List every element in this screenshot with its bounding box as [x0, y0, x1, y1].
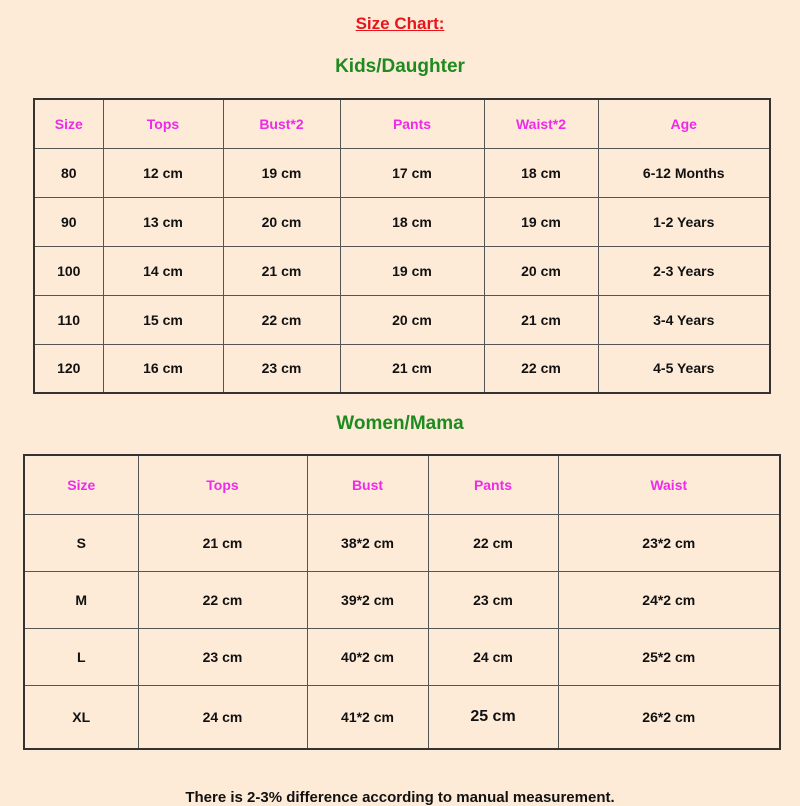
table-cell: 110 [34, 295, 103, 344]
table-cell: 21 cm [484, 295, 598, 344]
column-header: Size [24, 455, 138, 514]
table-cell: 25*2 cm [558, 628, 780, 685]
table-cell: 22 cm [138, 571, 307, 628]
measurement-note: There is 2-3% difference according to manual measurement. [185, 789, 615, 806]
table-cell: 20 cm [223, 197, 340, 246]
table-row [34, 246, 770, 295]
table-cell: 20 cm [340, 295, 484, 344]
women-section-title: Women/Mama [336, 413, 464, 434]
table-cell: 17 cm [340, 148, 484, 197]
table-cell: 20 cm [484, 246, 598, 295]
table-header-row [24, 455, 780, 514]
table-cell: 41*2 cm [307, 685, 428, 749]
table-cell: 38*2 cm [307, 514, 428, 571]
table-cell: 13 cm [103, 197, 223, 246]
table-cell: 2-3 Years [598, 246, 770, 295]
table-cell: 23 cm [138, 628, 307, 685]
table-cell: 19 cm [484, 197, 598, 246]
column-header: Age [598, 99, 770, 148]
table-cell: 3-4 Years [598, 295, 770, 344]
table-row [34, 148, 770, 197]
table-row [24, 628, 780, 685]
table-cell: 24*2 cm [558, 571, 780, 628]
table-row [24, 685, 780, 749]
column-header: Tops [138, 455, 307, 514]
column-header: Waist*2 [484, 99, 598, 148]
table-cell: 22 cm [484, 344, 598, 393]
table-header-row [34, 99, 770, 148]
table-cell: 100 [34, 246, 103, 295]
column-header: Size [34, 99, 103, 148]
column-header: Pants [340, 99, 484, 148]
table-cell: 90 [34, 197, 103, 246]
table-row [24, 514, 780, 571]
table-cell: L [24, 628, 138, 685]
table-cell: 21 cm [340, 344, 484, 393]
column-header: Pants [428, 455, 558, 514]
women-size-table [23, 454, 781, 750]
column-header: Tops [103, 99, 223, 148]
table-cell: 1-2 Years [598, 197, 770, 246]
table-cell: 16 cm [103, 344, 223, 393]
table-cell: 12 cm [103, 148, 223, 197]
table-cell: 23*2 cm [558, 514, 780, 571]
column-header: Bust*2 [223, 99, 340, 148]
table-cell: 14 cm [103, 246, 223, 295]
table-row [24, 571, 780, 628]
table-cell: 21 cm [138, 514, 307, 571]
table-cell: 120 [34, 344, 103, 393]
table-cell: 24 cm [428, 628, 558, 685]
table-cell: 25 cm [428, 685, 558, 749]
table-cell: XL [24, 685, 138, 749]
kids-section-title: Kids/Daughter [335, 56, 465, 77]
table-cell: 22 cm [428, 514, 558, 571]
table-cell: 23 cm [223, 344, 340, 393]
table-cell: 21 cm [223, 246, 340, 295]
table-cell: 23 cm [428, 571, 558, 628]
table-cell: 18 cm [484, 148, 598, 197]
table-cell: 80 [34, 148, 103, 197]
column-header: Bust [307, 455, 428, 514]
table-cell: 4-5 Years [598, 344, 770, 393]
table-cell: 22 cm [223, 295, 340, 344]
table-cell: 18 cm [340, 197, 484, 246]
table-cell: M [24, 571, 138, 628]
table-row [34, 197, 770, 246]
table-cell: S [24, 514, 138, 571]
size-chart-title: Size Chart: [355, 14, 445, 33]
table-cell: 6-12 Months [598, 148, 770, 197]
table-cell: 26*2 cm [558, 685, 780, 749]
table-row [34, 344, 770, 393]
table-cell: 39*2 cm [307, 571, 428, 628]
column-header: Waist [558, 455, 780, 514]
table-cell: 15 cm [103, 295, 223, 344]
table-cell: 24 cm [138, 685, 307, 749]
table-cell: 19 cm [223, 148, 340, 197]
table-row [34, 295, 770, 344]
table-cell: 40*2 cm [307, 628, 428, 685]
kids-size-table [33, 98, 771, 394]
table-cell: 19 cm [340, 246, 484, 295]
